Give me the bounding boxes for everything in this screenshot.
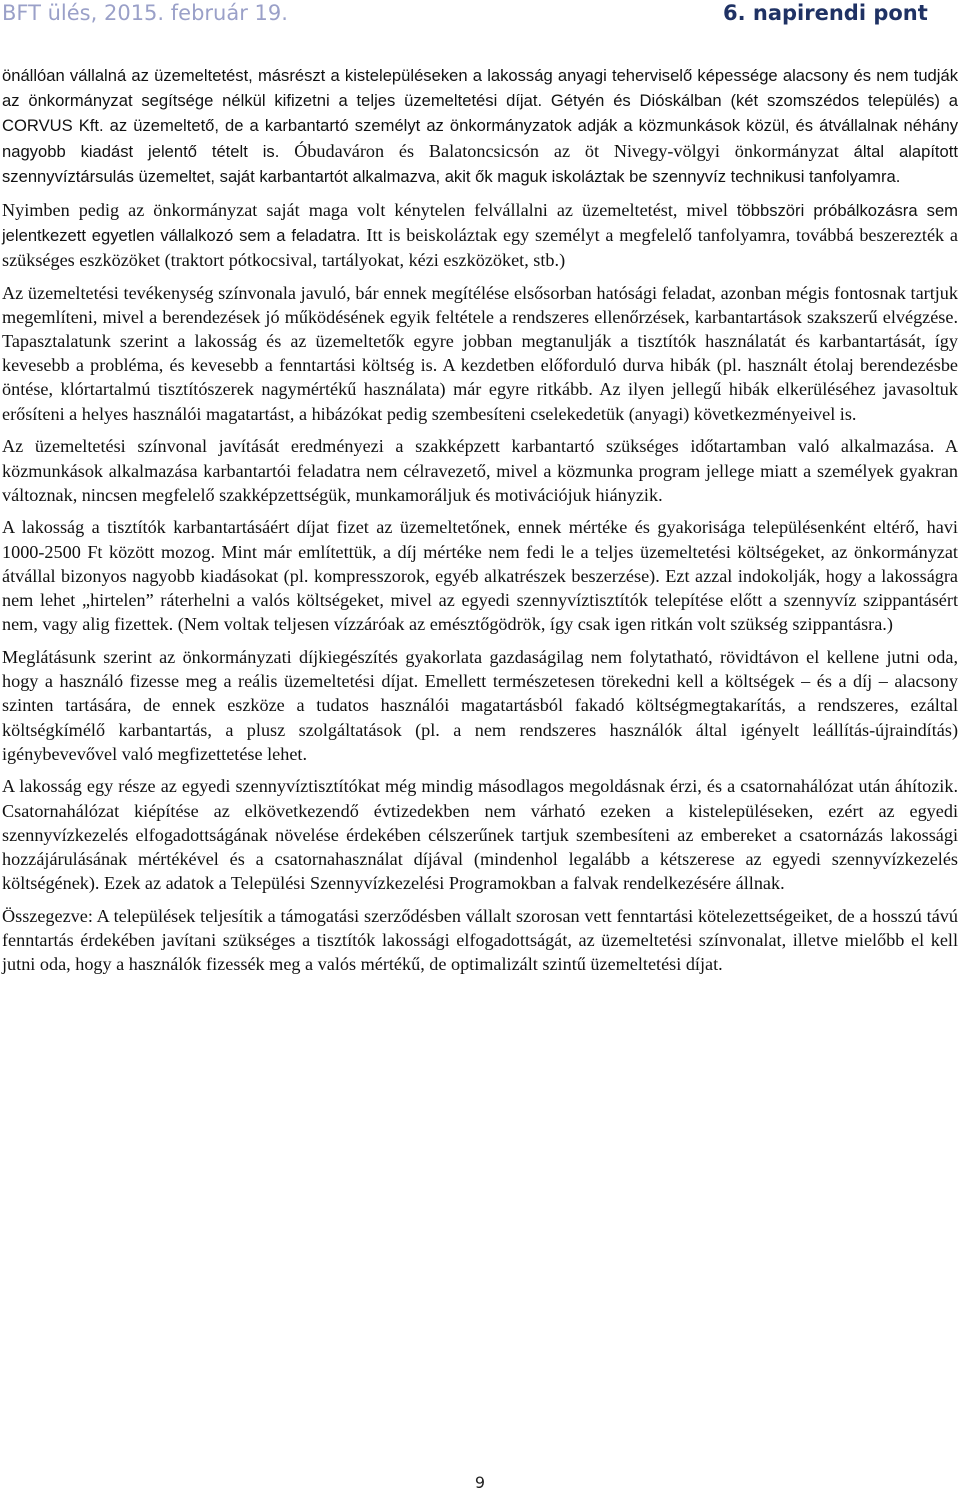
page-number: 9	[474, 1473, 486, 1492]
document-body	[2, 63, 958, 985]
paragraph-sewer-network	[2, 774, 958, 895]
paragraph-fee-policy	[2, 645, 958, 766]
paragraph-nyim	[2, 198, 958, 273]
text-segment: önállóan vállalná az üzemeltetést, másrészt a kistelepüléseken a lakosság anyagi teherviselő képessége alacsony és nem tudják az önkormányzat segítsége nélkül kifizetni a teljes üzemeltetési díjat. Gétyén és Dióskálban (két szomszédos település) a CORVUS Kft. az üzemeltető, de a karbantartó személyt az önkormányzatok adják a közmunkások közül, és átvállalnak néhány nagyobb kiadást jelentő tételt is.	[2, 66, 958, 161]
agenda-item: 6. napirendi pont	[723, 1, 928, 25]
text-segment: Összegezve: A települések teljesítik a támogatási szerződésben vállalt szorosan vett fenntartási kötelezettségeiket, de a hosszú távú fenntartás érdekében javítani szükséges a tisztítók lakossági elfogadottságát, az üzemeltetési színvonalat, illetve mielőbb el kell jutni oda, hogy a használók fizessék meg a valós mértékű, de optimalizált szintű üzemeltetési díjat.	[2, 906, 958, 975]
text-segment: A lakosság egy része az egyedi szennyvíztisztítókat még mindig másodlagos megoldásnak érzi, és a csatornahálózat után áhítozik. Csatornahálózat kiépítése az elkövetkezendő évtizedekben nem várható ezeken a kistelepüléseken, ezért az egyedi szennyvízkezelés elfogadottságának növelése érdekében célszerűnek tartjuk szembesíteni az embereket a csatornázás lakossági hozzájárulásának mértékével és a csatornahasználat díjával (mindenhol legalább a kétszerese az egyedi szennyvízkezelés költségének). Ezek az adatok a Települési Szennyvízkezelési Programokban a falvak rendelkezésére állnak.	[2, 776, 958, 894]
text-segment: Óbudaváron és Balatoncsicsón az öt Nivegy-völgyi önkormányzat	[294, 140, 854, 161]
paragraph-fees	[2, 515, 958, 636]
meeting-date: BFT ülés, 2015. február 19.	[2, 1, 288, 25]
paragraph-operation-models	[2, 63, 958, 189]
paragraph-skilled-maintainer	[2, 434, 958, 507]
page-header	[0, 0, 960, 32]
text-segment: Nyimben pedig az önkormányzat saját maga volt kénytelen felvállalni az üzemeltetést, mivel	[2, 199, 737, 220]
text-segment: A lakosság a tisztítók karbantartásáért díjat fizet az üzemeltetőnek, ennek mértéke és gyakorisága településenként eltérő, havi 1000-2500 Ft között mozog. Mint már említettük, a díj mértéke nem fedi le a teljes üzemeltetési költségeket, az önkormányzat átvállal bizonyos nagyobb kiadásokat (pl. kompresszorok, egyéb alkatrészek beszerzése). Ezt azzal indokolják, hogy a lakosságra nem lehet „hirtelen” ráterhelni a valós költségeket, mivel az egyedi szennyvíztisztítók telepítése előtt a szennyvíz szippantásért nem, vagy alig fizettek. (Nem voltak teljesen vízzáróak az emésztőgödrök, így csak igen ritkán volt szükség szippantásra.)	[2, 517, 958, 635]
text-segment: által alapított szennyvíztársulás üzemeltet, saját karbantartót alkalmazva, akit ők maguk iskoláztak be szennyvíz technikusi tanfolyamra.	[2, 141, 958, 186]
text-segment: Az üzemeltetési tevékenység színvonala javuló, bár ennek megítélése elsősorban hatósági feladat, azonban mégis fontosnak tartjuk megemlíteni, mivel a berendezések jó működésének egyik feltétele a rendszeres ellenőrzések, karbantartások szakszerű elvégzése. Tapasztalatunk szerint a lakosság és az üzemeltetők egyre jobban megtanulják a tisztítók használatát és karbantartását, így kevesebb a probléma, és kevesebb a fenntartási költség is. A kezdetben előforduló durva hibák (pl. használt étolaj berendezésbe öntése, klórtartalmú tisztítószerek nagymértékű használata) már egyre ritkább. Az ilyen jellegű hibák elkerüléséhez javasoltuk erősíteni a helyes használói magatartást, a hibázókat pedig szembesíteni cselekedetük (anyagi) következményeivel is.	[2, 282, 958, 424]
text-segment: Az üzemeltetési színvonal javítását eredményezi a szakképzett karbantartó szükséges időtartamban való alkalmazása. A közmunkások alkalmazása karbantartói feladatra nem célravezető, mivel a közmunka program jellege miatt a személyek gyakran változnak, nincsen megfelelő szakképzettségük, munkamoráljuk és motivációjuk hiányzik.	[2, 436, 958, 505]
text-segment: többszöri próbálkozásra sem jelentkezett egyetlen vállalkozó sem a feladatra.	[2, 200, 958, 245]
paragraph-operation-quality	[2, 281, 958, 426]
text-segment: Meglátásunk szerint az önkormányzati díjkiegészítés gyakorlata gazdaságilag nem folytatható, rövidtávon el kellene jutni oda, hogy a használó fizesse meg a reális üzemeltetési díjat. Emellett természetesen törekedni kell a költségek – és a díj – alacsony szinten tartására, de ennek eszköze a tudatos használói magatartásból fakadó költségmegtakarítás, a rendszeres, ezáltal költségkímélő karbantartás, a plusz szolgáltatások (pl. a nem rendszeres használók által igényelt leállítás-újraindítás) igénybevevővel való megfizettetése lehet.	[2, 646, 958, 764]
text-segment: Itt is beiskoláztak egy személyt a megfelelő tanfolyamra, továbbá beszerezték a szükséges eszközöket (traktort pótkocsival, tartályokat, kézi eszközöket, stb.)	[2, 224, 958, 270]
paragraph-summary	[2, 904, 958, 977]
